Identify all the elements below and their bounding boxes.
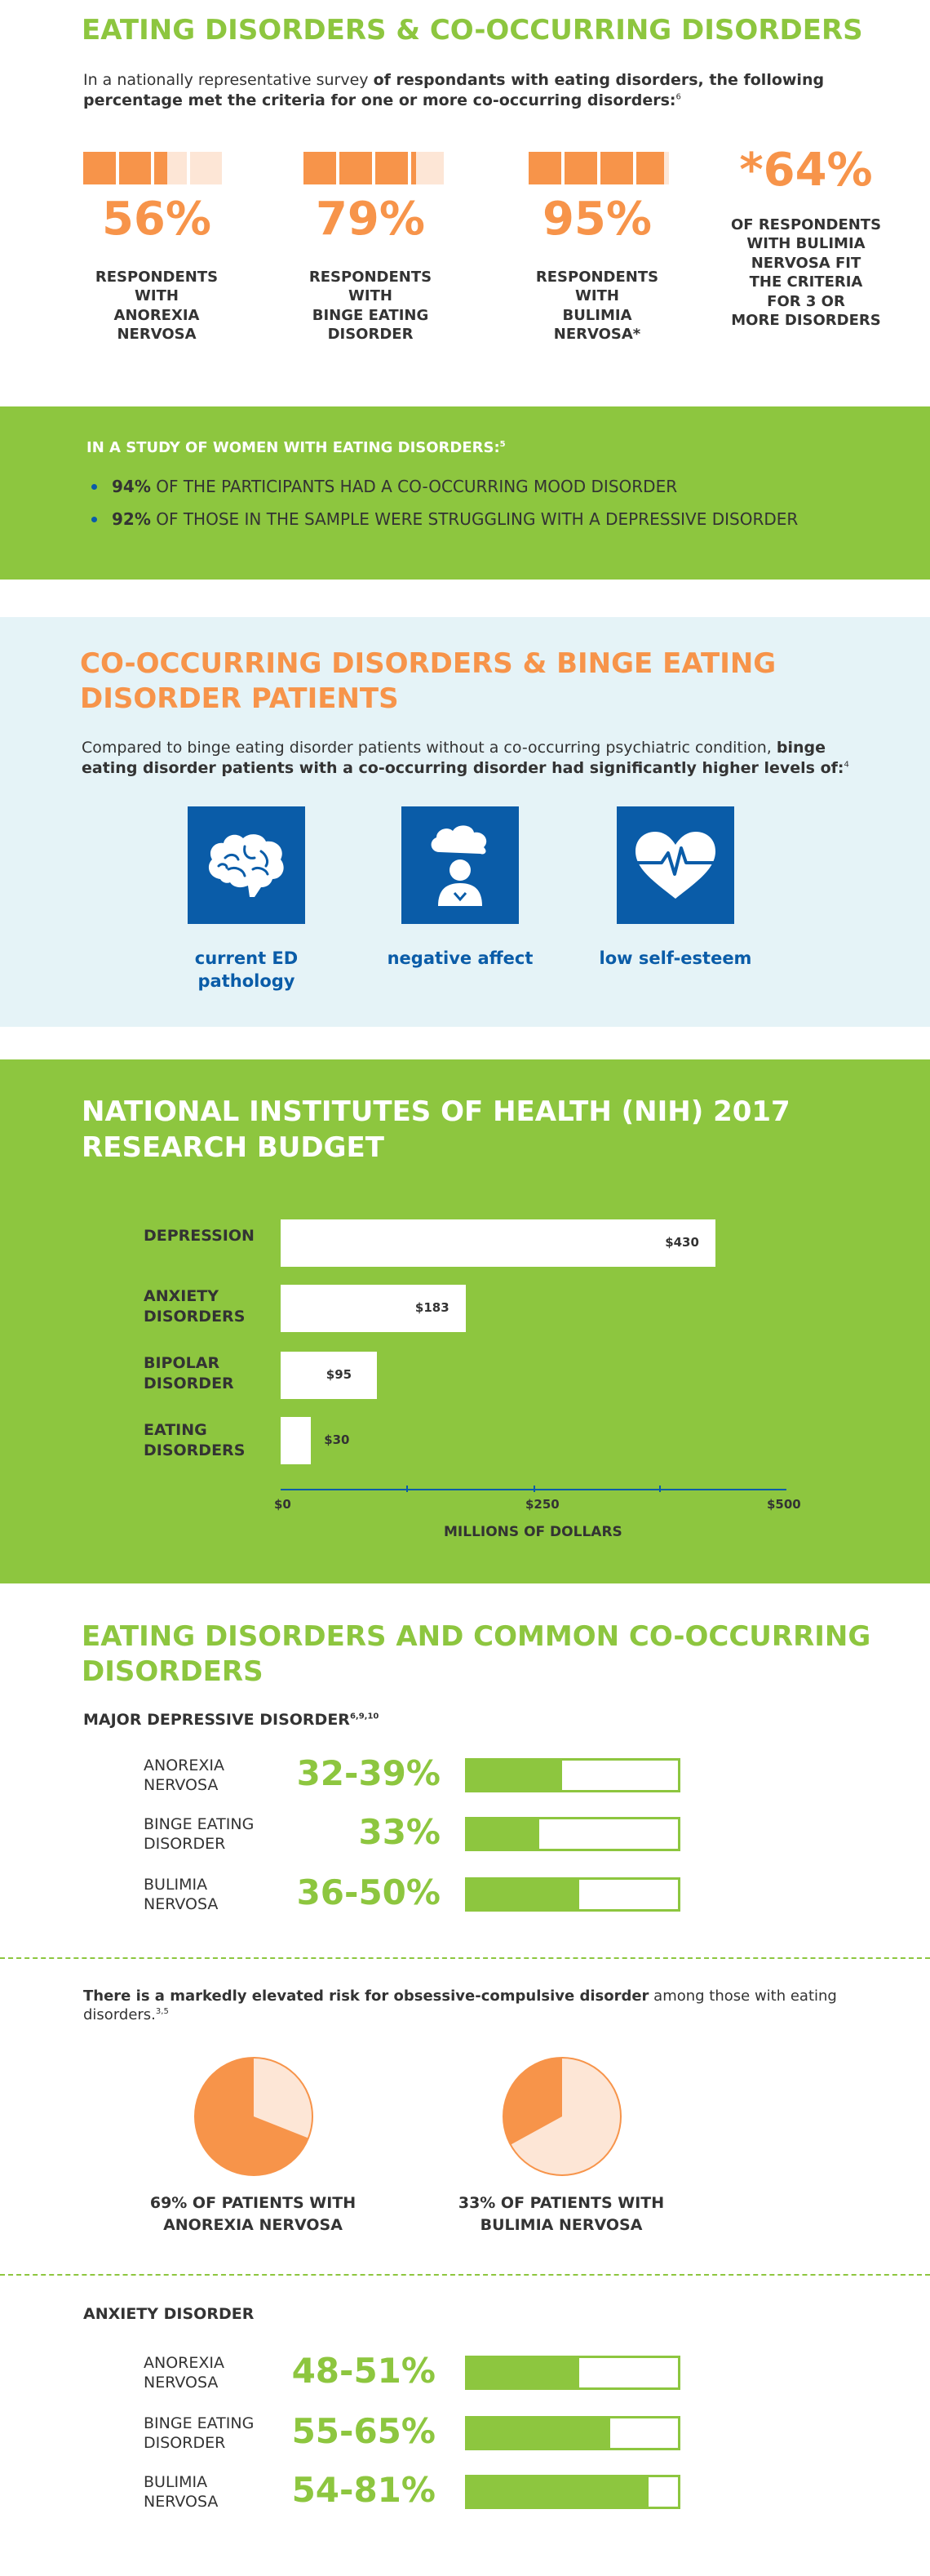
anxiety-row-percent: 55-65% [291, 2411, 436, 2451]
section1-intro: In a nationally representative survey of respondants with eating disorders, the following percentage met the criteria for one or more co-occurring disorders:$^6$ [83, 71, 825, 109]
stat-anorexia [83, 152, 222, 184]
mdd-progress-bar [465, 1877, 680, 1912]
cloud-person-icon [423, 823, 497, 908]
ocd-pie-label: 69% OF PATIENTS WITH ANOREXIA NERVOSA [149, 2194, 356, 2234]
mdd-row-label: ANOREXIA NERVOSA [144, 1757, 224, 1794]
mdd-row-percent: 36-50% [296, 1872, 441, 1912]
bullet-dot [91, 517, 97, 522]
anxiety-progress-bar [465, 2475, 680, 2509]
ocd-intro: There is a markedly elevated risk for obsessive-compulsive disorder among those with eating disorders.$^{3,5}$ [83, 1988, 837, 2024]
stat-percent: 56% [101, 193, 212, 246]
study-title: IN A STUDY OF WOMEN WITH EATING DISORDERS:$^5$ [86, 439, 506, 456]
stat-label: RESPONDENTS WITH ANOREXIA NERVOSA [95, 269, 219, 344]
section-divider [0, 2274, 930, 2276]
anxiety-row-label: BULIMIA NERVOSA [144, 2473, 219, 2511]
icon-label: current ED pathology [194, 948, 299, 992]
bar [281, 1219, 715, 1267]
anxiety-row-percent: 48-51% [291, 2351, 436, 2391]
heartbeat-icon-box [617, 806, 734, 924]
mdd-progress-bar [465, 1817, 680, 1851]
anxiety-heading: ANXIETY DISORDER [83, 2305, 255, 2323]
anxiety-progress-bar [465, 2416, 680, 2450]
x-tick [406, 1486, 408, 1492]
anxiety-progress-bar [465, 2356, 680, 2390]
study-bullet: 92% OF THOSE IN THE SAMPLE WERE STRUGGLING WITH A DEPRESSIVE DISORDER [91, 509, 798, 529]
section4-title: EATING DISORDERS AND COMMON CO-OCCURRING DISORDERS [82, 1620, 871, 1688]
mdd-row-percent: 32-39% [296, 1753, 441, 1793]
stat-percent: 79% [315, 193, 426, 246]
bar-value-label: $430 [665, 1235, 699, 1250]
bar-category-label: BIPOLAR DISORDER [144, 1354, 234, 1392]
stat-bulimia [529, 152, 669, 184]
x-tick-label: $250 [525, 1497, 560, 1512]
brain-icon [204, 830, 289, 900]
anxiety-row-label: ANOREXIA NERVOSA [144, 2354, 224, 2392]
brain-icon-box [188, 806, 305, 924]
stat-label: RESPONDENTS WITH BINGE EATING DISORDER [308, 269, 432, 344]
bar [281, 1417, 311, 1464]
section-divider [0, 1957, 930, 1959]
bar-category-label: ANXIETY DISORDERS [144, 1287, 246, 1326]
budget-band [0, 1059, 930, 1583]
x-tick [534, 1486, 535, 1492]
x-axis-label: MILLIONS OF DOLLARS [444, 1524, 622, 1540]
bar-value-label: $95 [326, 1367, 352, 1382]
bar-value-label: $183 [414, 1300, 450, 1315]
section2-title: CO-OCCURRING DISORDERS & BINGE EATING DISORDER PATIENTS [80, 647, 777, 715]
mdd-progress-bar [465, 1758, 680, 1792]
bar-category-label: DEPRESSION [144, 1227, 255, 1245]
study-band [0, 406, 930, 580]
section1-title: EATING DISORDERS & CO-OCCURRING DISORDERS [82, 14, 863, 47]
x-tick [659, 1486, 661, 1492]
icon-label: negative affect [387, 948, 534, 968]
bullet-dot [91, 484, 97, 490]
mdd-row-label: BULIMIA NERVOSA [144, 1876, 219, 1913]
ocd-pie-anorexia [193, 2055, 315, 2178]
budget-chart [0, 1206, 930, 1549]
star-stat-percent: *64% [739, 144, 873, 197]
study-bullet: 94% OF THE PARTICIPANTS HAD A CO-OCCURRING MOOD DISORDER [91, 477, 677, 496]
stat-binge [303, 152, 444, 184]
budget-title: NATIONAL INSTITUTES OF HEALTH (NIH) 2017 RESEARCH BUDGET [82, 1095, 790, 1165]
ocd-pie-bulimia [501, 2055, 623, 2178]
star-stat-label: OF RESPONDENTS WITH BULIMIA NERVOSA FIT THE CRITERIA FOR 3 OR MORE DISORDERS [730, 216, 882, 329]
x-tick-label: $500 [767, 1497, 801, 1512]
anxiety-row-percent: 54-81% [291, 2470, 436, 2510]
bar-value-label: $30 [324, 1432, 350, 1447]
bar-category-label: EATING DISORDERS [144, 1421, 246, 1459]
mdd-heading: MAJOR DEPRESSIVE DISORDER$^{6,9,10}$ [83, 1711, 379, 1729]
x-tick-label: $0 [274, 1497, 291, 1512]
icon-label: low self-esteem [599, 948, 752, 968]
stat-percent: 95% [542, 193, 653, 246]
stat-squares [529, 152, 669, 184]
stat-squares [303, 152, 444, 184]
anxiety-row-label: BINGE EATING DISORDER [144, 2414, 255, 2452]
mdd-row-percent: 33% [358, 1812, 441, 1852]
stat-label: RESPONDENTS WITH BULIMIA NERVOSA* [535, 269, 659, 344]
stat-squares [83, 152, 222, 184]
section2-intro: Compared to binge eating disorder patients without a co-occurring psychiatric condition, binge eating disorder patients with a co-occurring disorder had significantly higher levels of:$^4$ [82, 739, 849, 777]
cloud-person-icon-box [401, 806, 519, 924]
section2-band [0, 617, 930, 1027]
ocd-pie-label: 33% OF PATIENTS WITH BULIMIA NERVOSA [458, 2194, 665, 2234]
heartbeat-icon [631, 828, 720, 902]
mdd-row-label: BINGE EATING DISORDER [144, 1815, 255, 1853]
